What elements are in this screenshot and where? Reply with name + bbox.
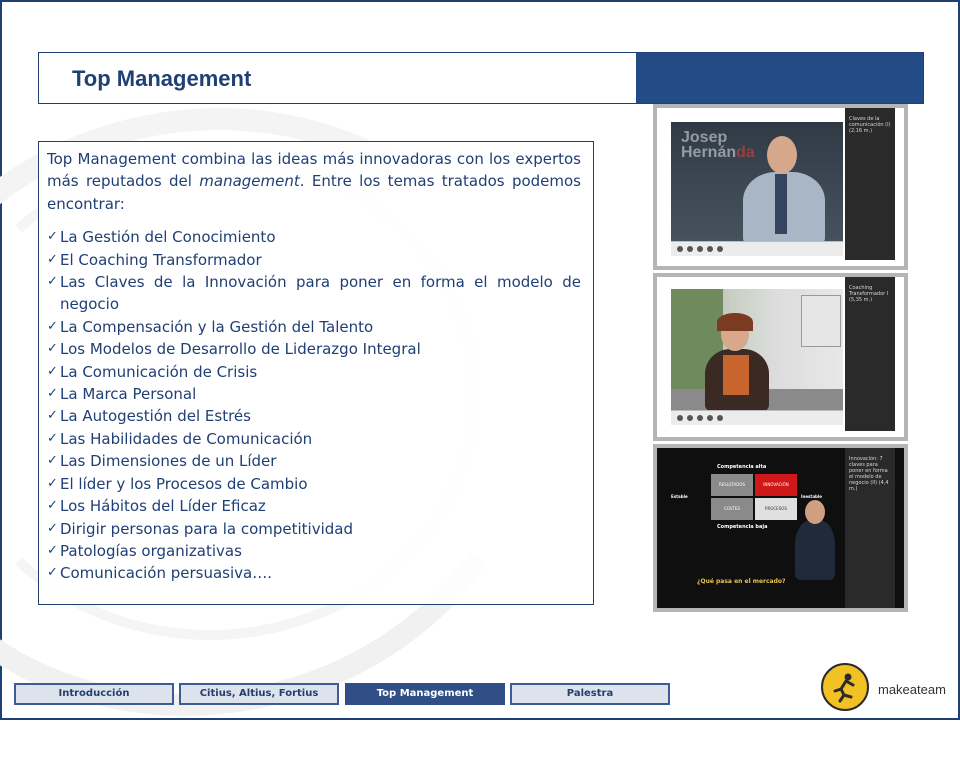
topic-item xyxy=(47,428,581,450)
checkmark-icon: ✓ xyxy=(47,363,58,379)
video-thumbnail-3[interactable] xyxy=(653,444,908,612)
forward-icon[interactable] xyxy=(707,415,713,421)
rewind-icon[interactable] xyxy=(697,246,703,252)
intro-text-start: Top Management combina las ideas más innovadoras con los expertos más reputados del xyxy=(47,150,581,191)
play-icon[interactable] xyxy=(677,246,683,252)
topic-item xyxy=(47,495,581,517)
video-info-text: Innovación: 7 claves para poner en forma el modelo de negocio (II) (4,4 m.) xyxy=(849,456,889,492)
video-frame xyxy=(671,122,843,242)
topic-label: La Comunicación de Crisis xyxy=(60,362,258,381)
topic-item xyxy=(47,316,581,338)
checkmark-icon: ✓ xyxy=(47,229,58,245)
content-box xyxy=(38,141,594,605)
video-info-panel xyxy=(845,448,895,608)
speaker-last-name-a: Hernán xyxy=(681,144,737,161)
checkmark-icon: ✓ xyxy=(47,430,58,446)
topic-label: Las Dimensiones de un Líder xyxy=(60,452,277,471)
chart-cell-costs: COSTES xyxy=(711,498,753,520)
checkmark-icon: ✓ xyxy=(47,386,58,402)
video-thumbnail-inner xyxy=(657,277,904,437)
topics-list xyxy=(47,226,581,585)
title-bar xyxy=(38,52,924,104)
topic-item xyxy=(47,361,581,383)
video-player xyxy=(671,289,843,425)
topic-label: La Autogestión del Estrés xyxy=(60,407,251,426)
topic-label: Patologías organizativas xyxy=(60,541,242,560)
video-frame xyxy=(671,289,843,411)
market-question: ¿Qué pasa en el mercado? xyxy=(697,578,786,585)
intro-text-end: . Entre los temas tratados podemos encontrar: xyxy=(47,172,581,213)
chart-cell-processes: PROCESOS xyxy=(755,498,797,520)
checkmark-icon: ✓ xyxy=(47,453,58,469)
video-thumbnail-1[interactable] xyxy=(653,104,908,270)
topic-label: La Compensación y la Gestión del Talento xyxy=(60,317,374,336)
video-controls[interactable] xyxy=(671,241,843,256)
nav-tab-palestra[interactable]: Palestra xyxy=(510,683,670,705)
topic-item xyxy=(47,540,581,562)
intro-paragraph xyxy=(47,148,581,215)
volume-icon[interactable] xyxy=(717,246,723,252)
makeateam-logo xyxy=(821,663,869,711)
topic-item xyxy=(47,518,581,540)
topic-label: El Coaching Transformador xyxy=(60,250,262,269)
video-info-panel xyxy=(845,277,895,431)
speaker-first-name: Josep xyxy=(681,129,728,146)
speaker-name-overlay xyxy=(681,130,755,160)
topic-item xyxy=(47,271,581,316)
speaker-scarf xyxy=(723,355,749,395)
stop-icon[interactable] xyxy=(687,415,693,421)
chart-cell-innovation: INNOVACIÓN xyxy=(755,474,797,496)
nav-tab-introduccion[interactable]: Introducción xyxy=(14,683,174,705)
topic-label: La Marca Personal xyxy=(60,385,197,404)
video-thumbnail-inner xyxy=(657,448,904,608)
runner-icon xyxy=(829,671,861,703)
rewind-icon[interactable] xyxy=(697,415,703,421)
checkmark-icon: ✓ xyxy=(47,341,58,357)
speaker-last-name xyxy=(681,145,755,160)
chart-left-label: Estable xyxy=(671,494,688,499)
page-title: Top Management xyxy=(72,66,252,91)
topic-label: Comunicación persuasiva…. xyxy=(60,564,272,583)
chart-bottom-label: Competencia baja xyxy=(717,524,768,530)
topic-label: La Gestión del Conocimiento xyxy=(60,228,276,247)
brand-name: makeateam xyxy=(878,682,946,697)
speaker-head xyxy=(805,500,825,524)
chart-right-label: Inestable xyxy=(801,494,822,499)
topic-label: Las Claves de la Innovación para poner en forma el modelo de negocio xyxy=(60,273,581,314)
checkmark-icon: ✓ xyxy=(47,565,58,581)
checkmark-icon: ✓ xyxy=(47,274,58,290)
nav-tab-top-management[interactable]: Top Management xyxy=(345,683,505,705)
checkmark-icon: ✓ xyxy=(47,520,58,536)
topic-label: Dirigir personas para la competitividad xyxy=(60,519,353,538)
video-thumbnail-inner xyxy=(657,108,904,266)
stop-icon[interactable] xyxy=(687,246,693,252)
intro-text-emphasis: management xyxy=(199,172,300,191)
speaker-figure xyxy=(795,520,835,580)
video-player xyxy=(671,122,843,256)
speaker-last-name-b: da xyxy=(736,144,755,161)
chart-top-label: Competencia alta xyxy=(717,464,767,470)
speaker-tie xyxy=(775,174,787,234)
speaker-hair xyxy=(717,313,753,331)
chart-cell-results: RESULTADOS xyxy=(711,474,753,496)
checkmark-icon: ✓ xyxy=(47,318,58,334)
topic-item xyxy=(47,473,581,495)
title-accent-block xyxy=(636,53,923,103)
volume-icon[interactable] xyxy=(717,415,723,421)
video-controls[interactable] xyxy=(671,410,843,425)
video-info-text: Coaching Transformador I (5,35 m.) xyxy=(849,285,889,303)
topic-item xyxy=(47,405,581,427)
video-frame xyxy=(667,458,839,598)
video-info-panel xyxy=(845,108,895,260)
topic-item xyxy=(47,226,581,248)
wall-poster xyxy=(801,295,841,347)
checkmark-icon: ✓ xyxy=(47,251,58,267)
topic-item xyxy=(47,450,581,472)
speaker-head xyxy=(767,136,797,174)
nav-tab-citius[interactable]: Citius, Altius, Fortius xyxy=(179,683,339,705)
topic-label: Los Modelos de Desarrollo de Liderazgo Integral xyxy=(60,340,421,359)
video-info-text: Claves de la comunicación (I) (2,16 m.) xyxy=(849,116,891,134)
topic-label: El líder y los Procesos de Cambio xyxy=(60,474,308,493)
topic-item xyxy=(47,562,581,584)
video-thumbnail-2[interactable] xyxy=(653,273,908,441)
topic-label: Las Habilidades de Comunicación xyxy=(60,429,313,448)
checkmark-icon: ✓ xyxy=(47,542,58,558)
checkmark-icon: ✓ xyxy=(47,408,58,424)
topic-item xyxy=(47,249,581,271)
topic-item xyxy=(47,383,581,405)
topic-label: Los Hábitos del Líder Eficaz xyxy=(60,497,266,516)
checkmark-icon: ✓ xyxy=(47,498,58,514)
topic-item xyxy=(47,338,581,360)
forward-icon[interactable] xyxy=(707,246,713,252)
play-icon[interactable] xyxy=(677,415,683,421)
checkmark-icon: ✓ xyxy=(47,475,58,491)
